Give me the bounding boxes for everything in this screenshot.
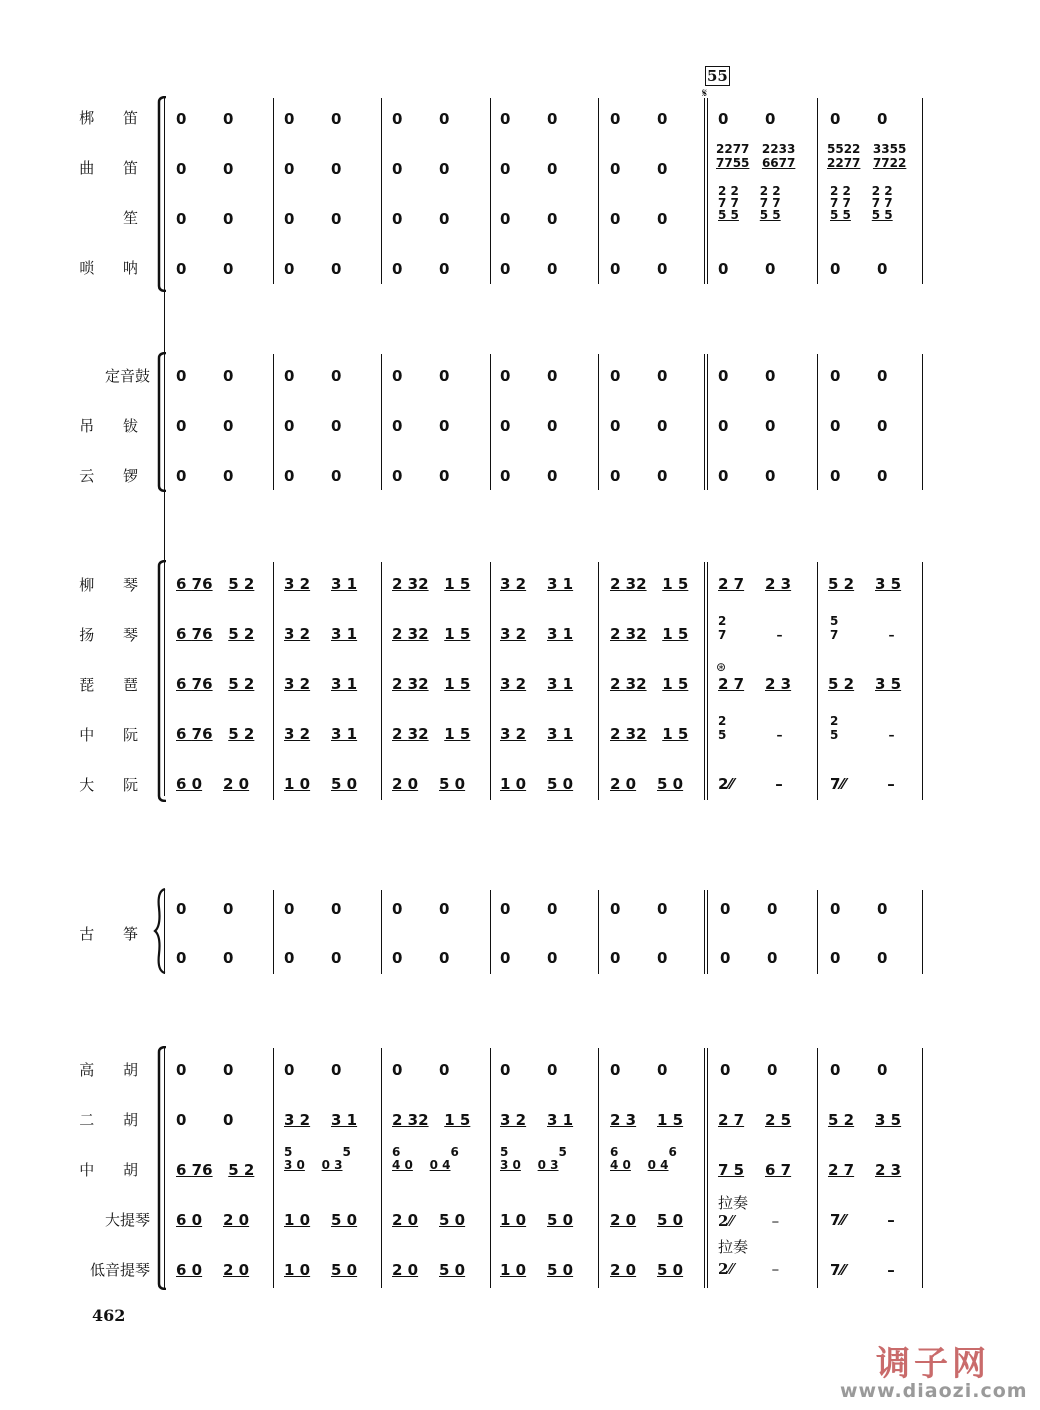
watermark-title: 调子网 [876,1344,990,1384]
barline [817,98,818,284]
measure: 0 0 [500,900,558,918]
measure: 1 0 5 0 [284,775,358,793]
barline [273,98,274,284]
measure: 0 0 [284,260,342,278]
measure: 3 2 3 1 [500,1111,574,1129]
measure: 2 5 – [718,714,783,742]
measure: 0 0 [610,949,668,967]
measure: 0 0 [610,467,668,485]
measure: 0 0 [500,210,558,228]
measure: 1 0 5 0 [500,1211,574,1229]
measure: 1 0 5 0 [500,1261,574,1279]
barline [598,98,599,284]
measure: 2 7 2 3 [828,1161,902,1179]
barline [922,354,923,490]
system-line [164,890,165,974]
measure: 2⁄⁄ – [718,775,783,793]
measure: 0 0 [610,110,668,128]
system-line [164,1046,165,1290]
measure: 2 0 5 0 [610,1211,684,1229]
measure: 0 0 [500,1061,558,1079]
barline [707,354,708,490]
measure: 0 0 [392,260,450,278]
instrument-label: 古 筝 [79,925,150,943]
bracket-icon [156,96,170,292]
measure: 0 0 [500,260,558,278]
measure: 2 0 5 0 [392,1211,466,1229]
measure: 0 0 [830,367,888,385]
measure: 0 0 [284,210,342,228]
measure: 5522 3355 2277 7722 [827,142,907,170]
measure: 0 0 [830,110,888,128]
measure: 0 0 [610,367,668,385]
instrument-label: 大 阮 [79,776,150,794]
barline [598,1048,599,1288]
measure: 2277 2233 7755 6677 [716,142,796,170]
measure: 0 0 [720,900,778,918]
measure: 0 0 [830,900,888,918]
measure: 0 0 [176,900,234,918]
measure: 0 0 [392,367,450,385]
measure: 3 2 3 1 [500,625,574,643]
instrument-label: 低音提琴 [89,1261,150,1279]
measure: 6 76 5 2 [176,1161,255,1179]
measure: 0 0 [610,1061,668,1079]
measure: 0 0 [720,949,778,967]
watermark-url: www.diaozi.com [840,1380,1028,1402]
page-number: 462 [92,1306,126,1325]
measure: 0 0 [284,160,342,178]
measure: 7 5 6 7 [718,1161,792,1179]
measure: 0 0 [718,467,776,485]
barline [817,562,818,800]
segno-icon: 𝄋 [702,86,708,100]
instrument-label: 中 阮 [79,726,150,744]
measure: 0 0 [830,1061,888,1079]
instrument-label: 吊 钹 [79,417,150,435]
measure: 6 76 5 2 [176,675,255,693]
tremolo-icon: ⊛ [716,660,727,674]
measure: 0 0 [610,417,668,435]
measure: 3 2 3 1 [500,725,574,743]
measure: 3 2 3 1 [284,675,358,693]
measure: 5 5 3 0 0 3 [500,1145,567,1172]
measure: 6 76 5 2 [176,625,255,643]
measure: 0 0 [176,467,234,485]
barline [598,354,599,490]
instrument-label: 大提琴 [104,1211,150,1229]
measure: 5 2 3 5 [828,1111,902,1129]
barline [704,354,705,490]
bracket-icon [156,560,170,802]
barline [490,562,491,800]
instrument-label: 云 锣 [79,467,150,485]
barline [922,98,923,284]
measure: 2 32 1 5 [392,1111,471,1129]
instrument-label: 柳 琴 [79,576,150,594]
measure: 0 0 [392,949,450,967]
measure: 6 76 5 2 [176,575,255,593]
measure: 0 0 [500,110,558,128]
measure: 7⁄⁄ – [830,1261,895,1279]
measure: 6 6 4 0 0 4 [392,1145,459,1172]
measure: 2 32 1 5 [392,725,471,743]
measure: 0 0 [392,110,450,128]
measure: 0 0 [284,417,342,435]
measure: 2 7 2 3 [718,675,792,693]
barline [707,890,708,974]
barline [704,98,705,284]
measure: 0 0 [500,949,558,967]
measure: 0 0 [392,900,450,918]
barline [381,1048,382,1288]
barline [490,98,491,284]
measure: 5 7 – [830,614,895,642]
measure: 3 2 3 1 [284,1111,358,1129]
measure: 3 2 3 1 [284,725,358,743]
barline [704,1048,705,1288]
bracket-icon [156,352,170,492]
barline [817,354,818,490]
barline [598,890,599,974]
barline [273,890,274,974]
instrument-label: 梆 笛 [79,109,150,127]
measure: 3 2 3 1 [500,575,574,593]
measure: 0 0 [392,160,450,178]
measure: 0 0 [718,367,776,385]
measure: 2 5 – [830,714,895,742]
measure: 拉奏 2⁄⁄ – [718,1238,780,1278]
instrument-label: 高 胡 [79,1061,150,1079]
barline [704,890,705,974]
measure: 0 0 [500,467,558,485]
measure: 6 6 4 0 0 4 [610,1145,677,1172]
barline [922,1048,923,1288]
barline [273,354,274,490]
measure: 6 0 2 0 [176,1211,250,1229]
barline [273,562,274,800]
measure: 0 0 [392,1061,450,1079]
barline [707,1048,708,1288]
measure: 2 32 1 5 [392,625,471,643]
instrument-label: 琵 琶 [79,676,150,694]
measure: 2 32 1 5 [392,675,471,693]
measure: 6 0 2 0 [176,775,250,793]
measure: 0 0 [176,210,234,228]
measure: 5 2 3 5 [828,575,902,593]
measure: 6 76 5 2 [176,725,255,743]
measure: 0 0 [610,900,668,918]
measure: 1 0 5 0 [500,775,574,793]
barline [273,1048,274,1288]
measure: 0 0 [284,367,342,385]
measure: 0 0 [718,260,776,278]
measure: 0 0 [720,1061,778,1079]
measure: 0 0 [176,160,234,178]
barline [922,562,923,800]
measure: 2 7 2 5 [718,1111,792,1129]
measure: 2 0 5 0 [610,1261,684,1279]
measure: 0 0 [718,110,776,128]
measure: 2 2 2 2 7 7 7 7 5 5 5 5 [830,184,893,222]
measure: 2 7 2 3 [718,575,792,593]
measure: 0 0 [830,949,888,967]
measure: 1 0 5 0 [284,1211,358,1229]
measure: 2 3 1 5 [610,1111,684,1129]
measure: 2 0 5 0 [610,775,684,793]
measure: 2 0 5 0 [392,775,466,793]
bracket-icon [156,1046,170,1290]
measure: 2 32 1 5 [392,575,471,593]
measure: 拉奏 2⁄⁄ – [718,1194,780,1230]
measure: 0 0 [392,467,450,485]
instrument-label: 唢 呐 [79,259,150,277]
instrument-label: 二 胡 [79,1111,150,1129]
barline [381,98,382,284]
measure: 0 0 [392,210,450,228]
measure: 5 2 3 5 [828,675,902,693]
barline [817,1048,818,1288]
barline [381,562,382,800]
measure: 0 0 [830,467,888,485]
measure: 0 0 [176,260,234,278]
instrument-label: 扬 琴 [79,626,150,644]
measure: 0 0 [500,367,558,385]
measure: 7⁄⁄ – [830,1211,895,1229]
barline [490,354,491,490]
measure: 0 0 [176,1061,234,1079]
measure: 0 0 [176,417,234,435]
measure: 0 0 [284,1061,342,1079]
measure: 7⁄⁄ – [830,775,895,793]
measure: 2 32 1 5 [610,625,689,643]
barline [707,562,708,800]
measure: 0 0 [610,160,668,178]
measure: 6 0 2 0 [176,1261,250,1279]
measure: 3 2 3 1 [284,625,358,643]
measure: 2 2 2 2 7 7 7 7 5 5 5 5 [718,184,781,222]
measure: 3 2 3 1 [500,675,574,693]
measure: 0 0 [500,417,558,435]
measure: 0 0 [284,467,342,485]
measure: 0 0 [284,900,342,918]
barline [704,562,705,800]
barline [381,890,382,974]
measure: 0 0 [830,260,888,278]
measure: 0 0 [176,949,234,967]
instrument-label: 定音鼓 [104,367,150,385]
barline [490,890,491,974]
measure: 5 5 3 0 0 3 [284,1145,351,1172]
measure: 0 0 [718,417,776,435]
measure: 0 0 [176,367,234,385]
measure: 2 0 5 0 [392,1261,466,1279]
measure: 2 32 1 5 [610,575,689,593]
measure: 0 0 [392,417,450,435]
measure: 0 0 [500,160,558,178]
measure: 2 32 1 5 [610,725,689,743]
instrument-label: 中 胡 [79,1161,150,1179]
measure: 0 0 [284,949,342,967]
barline [381,354,382,490]
measure: 0 0 [176,110,234,128]
barline [598,562,599,800]
measure: 1 0 5 0 [284,1261,358,1279]
instrument-label: 曲 笛 [79,159,150,177]
measure: 0 0 [610,210,668,228]
brace-icon [152,888,168,974]
barline [922,890,923,974]
measure: 3 2 3 1 [284,575,358,593]
measure: 2 7 – [718,614,783,642]
barline [707,98,708,284]
measure: 0 0 [830,417,888,435]
rehearsal-mark: 55 [707,67,728,85]
measure: 0 0 [284,110,342,128]
barline [490,1048,491,1288]
measure: 2 32 1 5 [610,675,689,693]
measure: 0 0 [176,1111,234,1129]
barline [817,890,818,974]
instrument-label: 笙 [122,209,150,227]
measure: 0 0 [610,260,668,278]
